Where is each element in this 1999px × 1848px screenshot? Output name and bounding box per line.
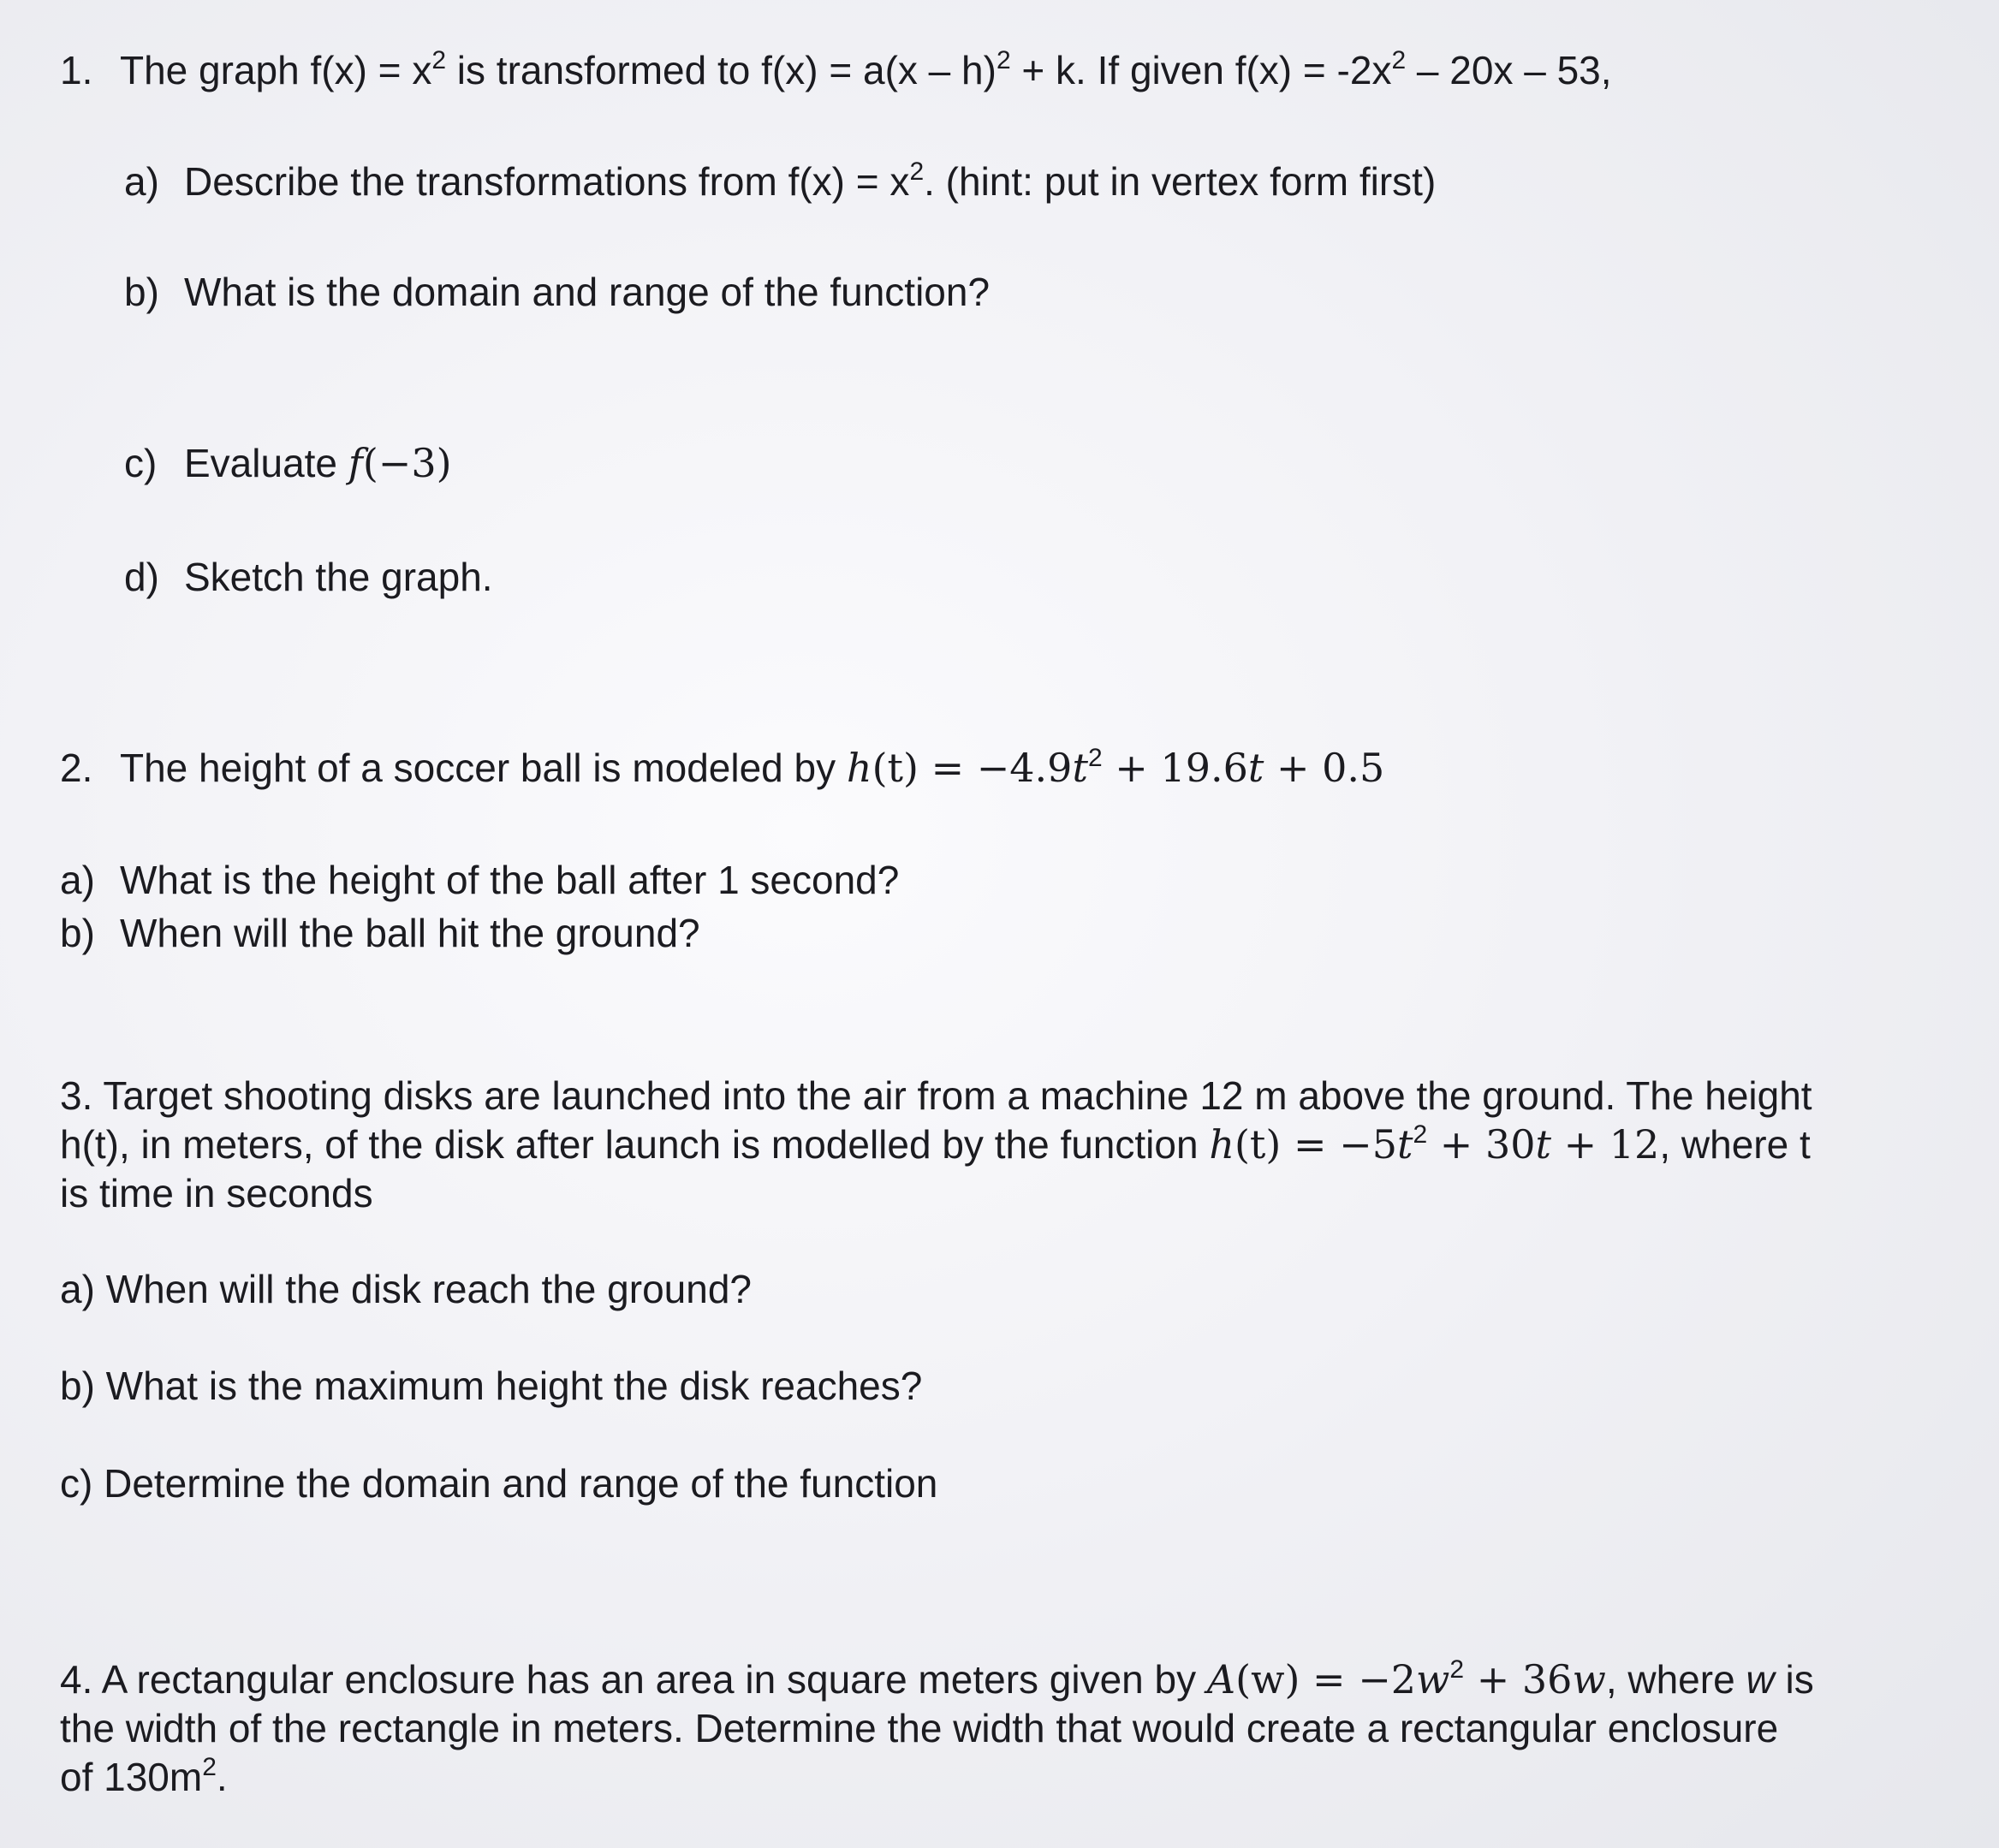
q4-line3-end: . xyxy=(216,1755,228,1799)
q4-math-eq: = −2 xyxy=(1300,1656,1417,1702)
q3-line2-sup: 2 xyxy=(1413,1120,1428,1149)
q3-line2-text: h(t), in meters, of the disk after launch is modelled by the function xyxy=(60,1122,1210,1167)
q1-stem xyxy=(60,46,1612,94)
q4-line1-text: 4. A rectangular enclosure has an area in square meters given by xyxy=(60,1657,1207,1702)
q2-math-t: (t) xyxy=(872,745,919,791)
q3-part-a: a) When will the disk reach the ground? xyxy=(60,1267,752,1311)
q1-part-a xyxy=(124,157,1436,205)
q4-math-w3: w xyxy=(1572,1656,1606,1702)
q2-part-a xyxy=(60,856,899,904)
q1-c-text: Evaluate xyxy=(184,441,348,485)
q1-c-math-f: f xyxy=(348,440,363,486)
q3-stem-line1: 3. Target shooting disks are launched into the air from a machine 12 m above the ground. The height xyxy=(60,1073,1812,1118)
q4-line3-text: of 130m xyxy=(60,1755,203,1799)
q4-stem-line3 xyxy=(60,1753,228,1801)
q4-line1-sup: 2 xyxy=(1449,1655,1465,1684)
q3-math-rest1: + 30 xyxy=(1427,1121,1536,1168)
q4-math-A: A xyxy=(1206,1656,1236,1702)
q2-b-text: When will the ball hit the ground? xyxy=(120,911,700,955)
q2-math-rest2: + 0.5 xyxy=(1264,745,1385,791)
q4-line1-tail1: , where xyxy=(1605,1657,1746,1702)
q3-stem-line3: is time in seconds xyxy=(60,1171,373,1215)
q2-stem-text: The height of a soccer ball is modeled by xyxy=(120,746,847,790)
q1-c-math-arg: (−3) xyxy=(362,440,452,486)
q1-stem-part1: The graph f(x) = x xyxy=(120,48,432,92)
q1-number: 1. xyxy=(60,48,93,92)
q4-math-rest: + 36 xyxy=(1464,1656,1573,1702)
q3-math-rest2: + 12 xyxy=(1551,1121,1660,1168)
q2-stem xyxy=(60,744,1384,792)
q1-stem-sup3: 2 xyxy=(1391,46,1407,74)
q1-a-text2: . (hint: put in vertex form first) xyxy=(924,159,1437,204)
q4-line1-tail2: is xyxy=(1774,1657,1814,1702)
q2-math-rest1: + 19.6 xyxy=(1102,745,1248,791)
q3-math-t2: t xyxy=(1396,1121,1413,1168)
q1-a-sup: 2 xyxy=(909,157,925,186)
q1-part-c xyxy=(124,439,452,487)
q3-part-b: b) What is the maximum height the disk reaches? xyxy=(60,1364,923,1408)
q2-a-text: What is the height of the ball after 1 second? xyxy=(120,858,900,902)
q1-stem-part4: – 20x – 53, xyxy=(1406,48,1612,92)
q2-math-t2: t xyxy=(1072,745,1088,791)
q1-stem-part3: + k. If given f(x) = -2x xyxy=(1010,48,1392,92)
q3-math-h: h xyxy=(1209,1121,1235,1168)
q1-c-label: c) xyxy=(124,441,158,485)
q4-math-w-open: (w) xyxy=(1235,1656,1300,1702)
q2-b-label: b) xyxy=(60,911,95,955)
q3-math-t3: t xyxy=(1535,1121,1551,1168)
q1-stem-sup2: 2 xyxy=(996,46,1011,74)
q1-b-label: b) xyxy=(124,270,159,314)
q2-math-t3: t xyxy=(1247,745,1264,791)
q3-line2-tail: , where t xyxy=(1659,1122,1811,1167)
q3-part-c: c) Determine the domain and range of the function xyxy=(60,1461,938,1506)
q1-d-text: Sketch the graph. xyxy=(184,555,493,599)
q2-number: 2. xyxy=(60,746,93,790)
q2-math-eq: = −4.9 xyxy=(918,745,1073,791)
q1-stem-part2: is transformed to f(x) = a(x – h) xyxy=(446,48,997,92)
q1-part-b xyxy=(124,268,990,316)
q3-stem-line2 xyxy=(60,1120,1811,1168)
q1-d-label: d) xyxy=(124,555,159,599)
q2-stem-sup: 2 xyxy=(1087,744,1103,772)
q4-line3-sup: 2 xyxy=(202,1753,217,1781)
q1-b-text: What is the domain and range of the function? xyxy=(184,270,991,314)
q1-part-d xyxy=(124,553,493,601)
q3-math-t: (t) xyxy=(1234,1121,1282,1168)
q2-a-label: a) xyxy=(60,858,95,902)
q4-stem-line2: the width of the rectangle in meters. Determine the width that would create a rectangular enclosure xyxy=(60,1706,1779,1750)
q1-a-text1: Describe the transformations from f(x) = x xyxy=(184,159,910,204)
q3-math-eq: = −5 xyxy=(1281,1121,1397,1168)
q4-stem-line1 xyxy=(60,1655,1814,1703)
q1-a-label: a) xyxy=(124,159,159,204)
q1-stem-sup1: 2 xyxy=(431,46,447,74)
q4-line1-w-italic: w xyxy=(1746,1657,1775,1702)
q2-part-b xyxy=(60,909,700,957)
q4-math-w2: w xyxy=(1416,1656,1450,1702)
q2-math-h: h xyxy=(846,745,872,791)
